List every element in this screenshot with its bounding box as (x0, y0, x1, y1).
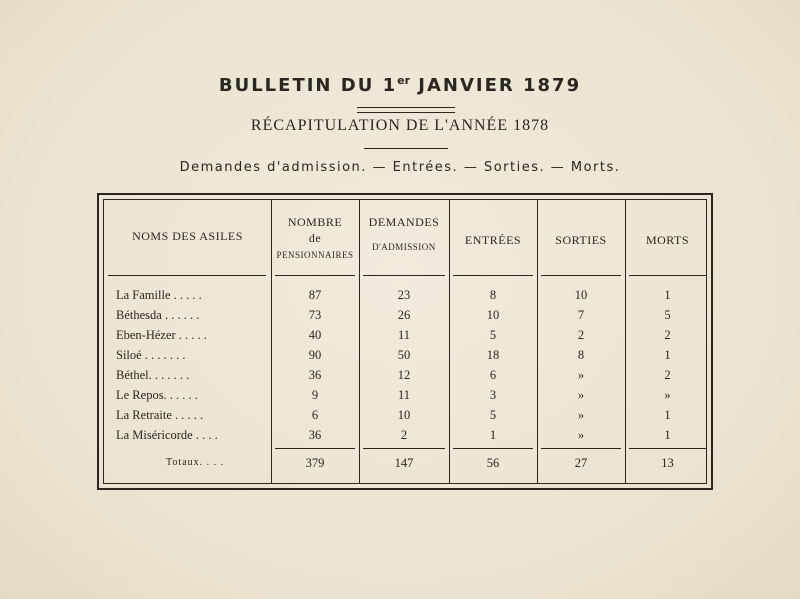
row-name: Le Repos. . . . . . (116, 388, 198, 402)
total-entrees: 56 (486, 456, 500, 470)
totals-rule (453, 448, 533, 449)
cell-morts: 5 (664, 308, 671, 322)
caption: Demandes d'admission. — Entrées. — Sorties. — Morts. (179, 160, 621, 175)
header-nombre-line2: de (308, 231, 322, 245)
title-double-rule (357, 107, 455, 113)
row-name: Eben-Hézer . . . . . (116, 328, 207, 342)
header-nombre-line3 (271, 246, 359, 263)
cell-morts: 1 (664, 428, 671, 442)
cell-demandes: 12 (397, 368, 411, 382)
total-sorties: 27 (574, 456, 588, 470)
header-underline (453, 275, 533, 276)
title-superscript: er (397, 74, 410, 87)
cell-demandes: 26 (397, 308, 411, 322)
row-name: Béthesda . . . . . . (116, 308, 200, 322)
row-name: Béthel. . . . . . . (116, 368, 190, 382)
cell-sorties: 7 (577, 308, 585, 322)
header-underline (629, 275, 707, 276)
row-name: Siloé . . . . . . . (116, 348, 186, 362)
total-demandes: 147 (394, 456, 414, 470)
cell-demandes: 2 (400, 428, 408, 442)
cell-morts: » (664, 388, 671, 402)
row-name: La Famille . . . . . (116, 288, 202, 302)
cell-nombre: 36 (308, 368, 322, 382)
subtitle: RÉCAPITULATION DE L'ANNÉE 1878 (250, 117, 550, 134)
totals-rule (629, 448, 707, 449)
header-demandes-line2 (359, 238, 449, 255)
header-noms-des-asiles: NOMS DES ASILES (132, 229, 243, 243)
bulletin-title (0, 74, 800, 96)
header-demandes-line1: DEMANDES (368, 215, 440, 229)
subtitle-rule (364, 148, 448, 149)
title-end: JANVIER 1879 (410, 75, 582, 96)
cell-nombre: 40 (308, 328, 322, 342)
totals-rule (363, 448, 445, 449)
cell-nombre: 6 (311, 408, 319, 422)
cell-demandes: 11 (397, 328, 411, 342)
cell-entrees: 5 (489, 408, 497, 422)
totals-label: Totaux. . . . (166, 457, 225, 468)
cell-morts: 1 (664, 408, 671, 422)
cell-demandes: 11 (397, 388, 411, 402)
cell-entrees: 1 (489, 428, 497, 442)
recap-table (97, 193, 713, 490)
cell-sorties: » (577, 368, 585, 382)
cell-sorties: 10 (574, 288, 588, 302)
header-sorties: SORTIES (555, 233, 607, 247)
header-underline (363, 275, 445, 276)
totals-rule (541, 448, 621, 449)
cell-nombre: 90 (308, 348, 322, 362)
cell-entrees: 5 (489, 328, 497, 342)
cell-entrees: 10 (486, 308, 500, 322)
cell-entrees: 8 (489, 288, 497, 302)
header-nombre (271, 214, 359, 263)
cell-sorties: 8 (577, 348, 585, 362)
cell-morts: 1 (664, 348, 671, 362)
header-underline (541, 275, 621, 276)
table-inner-border (103, 199, 707, 484)
row-name: La Retraite . . . . . (116, 408, 204, 422)
total-morts: 13 (661, 456, 674, 470)
cell-morts: 2 (664, 328, 671, 342)
cell-sorties: 2 (577, 328, 585, 342)
cell-nombre: 9 (311, 388, 319, 402)
cell-demandes: 10 (397, 408, 411, 422)
cell-sorties: » (577, 408, 585, 422)
cell-entrees: 3 (489, 388, 497, 402)
header-demandes-line2-text: D'ADMISSION (372, 242, 436, 252)
cell-sorties: » (577, 388, 585, 402)
header-entrees: ENTRÉES (464, 233, 522, 247)
cell-nombre: 73 (308, 308, 322, 322)
header-morts: MORTS (645, 233, 690, 247)
header-underline (108, 275, 266, 276)
header-nombre-line1: NOMBRE (287, 215, 343, 229)
title-main: BULLETIN DU 1 (218, 75, 398, 96)
cell-morts: 2 (664, 368, 671, 382)
total-nombre: 379 (305, 456, 325, 470)
header-demandes (359, 214, 449, 255)
cell-nombre: 36 (308, 428, 322, 442)
header-nombre-line3-text: PENSIONNAIRES (276, 250, 354, 260)
cell-nombre: 87 (308, 288, 322, 302)
cell-demandes: 23 (397, 288, 411, 302)
totals-rule (275, 448, 355, 449)
row-name: La Miséricorde . . . . (116, 428, 218, 442)
cell-sorties: » (577, 428, 585, 442)
cell-demandes: 50 (397, 348, 411, 362)
cell-entrees: 6 (489, 368, 497, 382)
cell-morts: 1 (664, 288, 671, 302)
cell-entrees: 18 (486, 348, 500, 362)
header-underline (275, 275, 355, 276)
